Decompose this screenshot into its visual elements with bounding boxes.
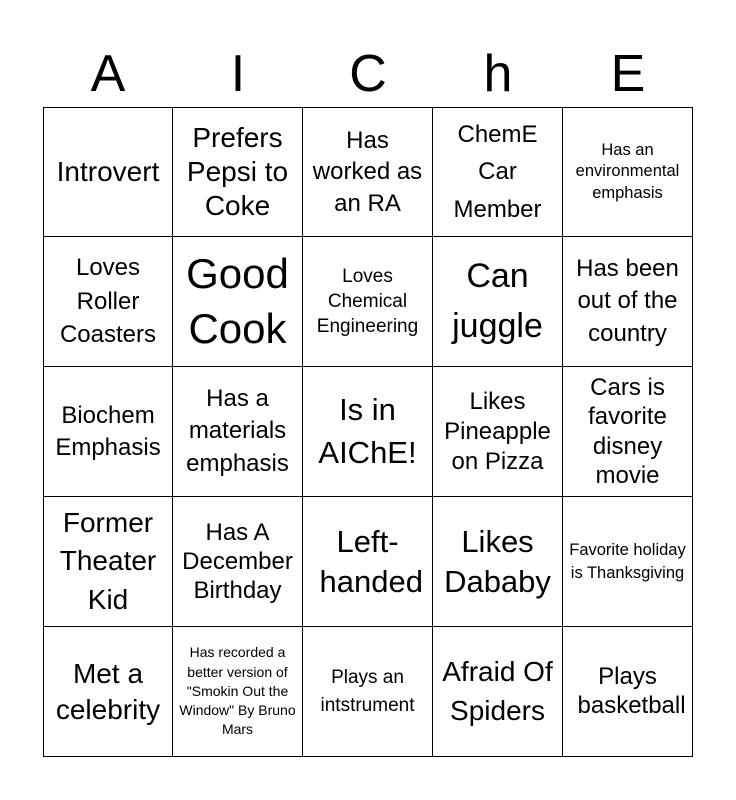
bingo-cell[interactable]: Has an environmental emphasis: [563, 107, 693, 237]
bingo-cell[interactable]: Has worked as an RA: [303, 107, 433, 237]
header-letter-e: E: [610, 45, 646, 103]
bingo-cell[interactable]: Left-handed: [303, 497, 433, 627]
bingo-cell[interactable]: Biochem Emphasis: [43, 367, 173, 497]
bingo-cell[interactable]: Met a celebrity: [43, 627, 173, 757]
bingo-cell[interactable]: Favorite holiday is Thanksgiving: [563, 497, 693, 627]
bingo-cell[interactable]: Cars is favorite disney movie: [563, 367, 693, 497]
header-letter-h: h: [483, 45, 513, 103]
bingo-cell[interactable]: Is in AIChE!: [303, 367, 433, 497]
bingo-cell[interactable]: Loves Chemical Engineering: [303, 237, 433, 367]
bingo-cell[interactable]: Has A December Birthday: [173, 497, 303, 627]
bingo-cell[interactable]: Prefers Pepsi to Coke: [173, 107, 303, 237]
bingo-cell[interactable]: Likes Pineapple on Pizza: [433, 367, 563, 497]
bingo-cell[interactable]: Plays basketball: [563, 627, 693, 757]
bingo-cell[interactable]: Former Theater Kid: [43, 497, 173, 627]
header-letter-i: I: [230, 45, 246, 103]
bingo-cell[interactable]: Has a materials emphasis: [173, 367, 303, 497]
header-letter-c: C: [349, 45, 387, 103]
bingo-cell[interactable]: Has recorded a better version of "Smokin Out the Window" By Bruno Mars: [173, 627, 303, 757]
bingo-cell[interactable]: Good Cook: [173, 237, 303, 367]
bingo-cell[interactable]: Introvert: [43, 107, 173, 237]
bingo-board: [43, 107, 693, 757]
bingo-header: [43, 40, 693, 108]
bingo-cell[interactable]: Loves Roller Coasters: [43, 237, 173, 367]
bingo-cell[interactable]: Afraid Of Spiders: [433, 627, 563, 757]
bingo-cell[interactable]: ChemE Car Member: [433, 107, 563, 237]
bingo-cell[interactable]: Plays an intstrument: [303, 627, 433, 757]
header-letter-a: A: [90, 45, 126, 103]
bingo-cell[interactable]: Has been out of the country: [563, 237, 693, 367]
bingo-cell[interactable]: Likes Dababy: [433, 497, 563, 627]
bingo-cell[interactable]: Can juggle: [433, 237, 563, 367]
